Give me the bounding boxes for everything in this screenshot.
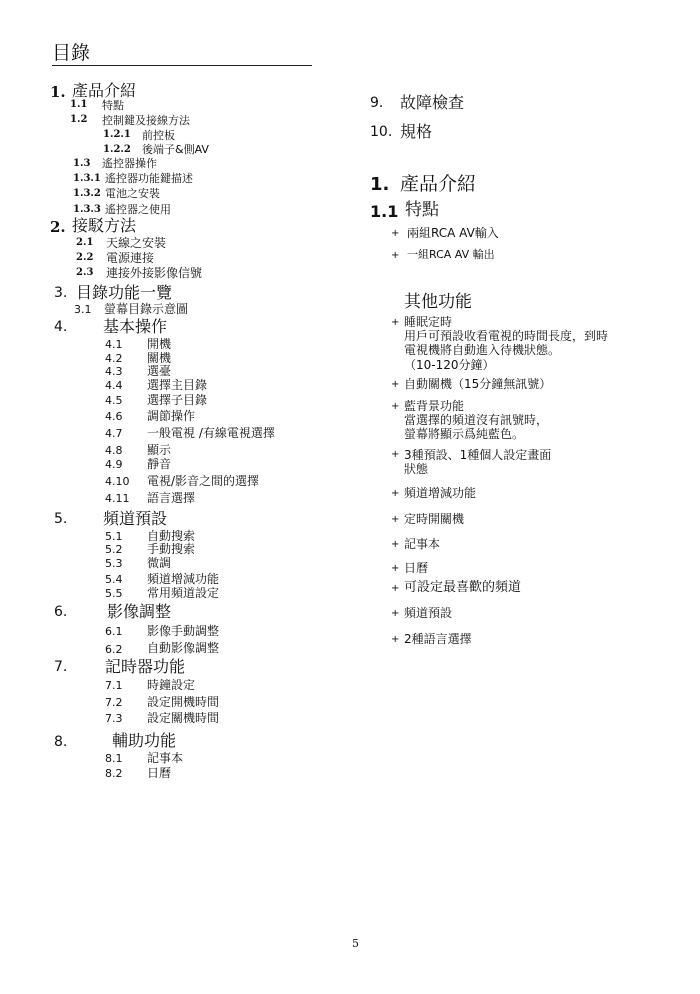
toc-item-number: 7.3 bbox=[105, 712, 123, 725]
toc-section-title: 記時器功能 bbox=[105, 657, 186, 676]
feature-item: 一組RCA AV 輸出 bbox=[407, 248, 495, 261]
toc-item-number: 2.2 bbox=[76, 252, 94, 263]
toc-item-label: 電源連接 bbox=[106, 251, 155, 265]
feature-description: 用戶可預設收看電視的時間長度，到時 bbox=[404, 329, 609, 343]
page-number: 5 bbox=[352, 937, 359, 950]
toc-item-number: 1.3.3 bbox=[73, 204, 101, 215]
toc-item-number: 4.1 bbox=[105, 338, 123, 351]
toc-item-number: 5.1 bbox=[105, 530, 123, 543]
feature-description: 電視機將自動進入待機狀態。 bbox=[404, 343, 561, 357]
bullet-icon: + bbox=[391, 488, 400, 499]
toc-item-label: 影像手動調整 bbox=[147, 624, 220, 638]
toc-section-title: 頻道預設 bbox=[103, 509, 168, 528]
toc-section-number: 8. bbox=[54, 734, 68, 750]
toc-section-title: 影像調整 bbox=[107, 602, 172, 621]
toc-item-number: 1.2 bbox=[70, 114, 88, 125]
toc-item-number: 6.2 bbox=[105, 643, 123, 656]
bullet-icon: + bbox=[391, 449, 400, 460]
toc-item-label: 後端子&側AV bbox=[142, 143, 209, 156]
toc-item-number: 4.6 bbox=[105, 410, 123, 423]
toc-item-label: 語言選擇 bbox=[147, 491, 196, 505]
intro-heading: 產品介紹 bbox=[400, 173, 477, 195]
toc-item-label: 遙控器操作 bbox=[102, 157, 157, 170]
toc-section-title: 故障檢查 bbox=[400, 93, 465, 112]
toc-item-number: 5.4 bbox=[105, 573, 123, 586]
features-heading: 特點 bbox=[405, 200, 439, 220]
bullet-icon: + bbox=[391, 317, 400, 328]
feature-item: 頻道增減功能 bbox=[404, 486, 477, 500]
feature-item: 頻道預設 bbox=[404, 606, 453, 620]
toc-section-title: 產品介紹 bbox=[72, 81, 137, 100]
toc-section-number: 6. bbox=[54, 604, 68, 620]
other-functions-heading: 其他功能 bbox=[404, 292, 472, 312]
toc-item-number: 7.1 bbox=[105, 679, 123, 692]
toc-item-number: 1.2.1 bbox=[103, 129, 131, 140]
toc-item-number: 4.11 bbox=[105, 492, 130, 505]
bullet-icon: + bbox=[391, 583, 400, 594]
feature-title: 藍背景功能 bbox=[404, 399, 465, 413]
toc-item-label: 靜音 bbox=[147, 457, 172, 471]
toc-item-number: 5.3 bbox=[105, 557, 123, 570]
toc-section-title: 目錄功能一覽 bbox=[76, 283, 173, 302]
feature-item: 記事本 bbox=[404, 537, 441, 551]
feature-description: 螢幕將顯示爲純藍色。 bbox=[404, 427, 525, 441]
toc-item-label: 記事本 bbox=[147, 751, 184, 765]
toc-item-label: 選臺 bbox=[147, 364, 172, 378]
toc-item-number: 4.4 bbox=[105, 379, 123, 392]
toc-item-label: 特點 bbox=[102, 99, 124, 112]
toc-item-label: 開機 bbox=[147, 337, 172, 351]
toc-item-number: 8.2 bbox=[105, 767, 123, 780]
toc-title: 目錄 bbox=[52, 42, 91, 64]
toc-item-label: 天線之安裝 bbox=[106, 236, 167, 250]
toc-item-number: 6.1 bbox=[105, 625, 123, 638]
toc-item-label: 日曆 bbox=[147, 766, 172, 780]
toc-item-label: 自動搜索 bbox=[147, 529, 196, 543]
toc-section-number: 2. bbox=[50, 218, 66, 236]
feature-description: 當選擇的頻道沒有訊號時， bbox=[404, 413, 549, 427]
toc-item-label: 自動影像調整 bbox=[147, 641, 220, 655]
toc-item-label: 選擇主目錄 bbox=[147, 378, 208, 392]
feature-item: 3種預設、1種個人設定畫面 bbox=[404, 448, 552, 462]
feature-item: 日曆 bbox=[404, 561, 429, 575]
bullet-icon: + bbox=[391, 379, 400, 390]
toc-item-label: 遙控器功能鍵描述 bbox=[105, 172, 193, 185]
toc-item-label: 設定開機時間 bbox=[147, 695, 220, 709]
toc-item-label: 顯示 bbox=[147, 443, 172, 457]
toc-item-label: 螢幕目錄示意圖 bbox=[104, 302, 189, 316]
toc-section-title: 基本操作 bbox=[103, 317, 168, 336]
toc-section-title: 輔助功能 bbox=[112, 731, 177, 750]
toc-item-label: 前控板 bbox=[142, 129, 175, 142]
features-heading-number: 1.1 bbox=[370, 202, 399, 221]
toc-item-number: 1.3 bbox=[73, 158, 91, 169]
toc-item-number: 1.1 bbox=[70, 99, 88, 110]
toc-item-number: 4.5 bbox=[105, 394, 123, 407]
toc-section-number: 10. bbox=[370, 124, 393, 140]
toc-section-number: 3. bbox=[54, 285, 68, 301]
toc-item-number: 1.3.2 bbox=[73, 188, 101, 199]
bullet-icon: + bbox=[391, 608, 400, 619]
toc-item-label: 手動搜索 bbox=[147, 542, 196, 556]
feature-item: 自動關機（15分鐘無訊號） bbox=[404, 377, 552, 391]
toc-item-number: 2.3 bbox=[76, 267, 94, 278]
toc-item-number: 4.7 bbox=[105, 427, 123, 440]
toc-item-label: 設定關機時間 bbox=[147, 711, 220, 725]
toc-section-number: 5. bbox=[54, 511, 68, 527]
toc-item-label: 頻道增減功能 bbox=[147, 572, 220, 586]
toc-item-label: 遙控器之使用 bbox=[105, 203, 171, 216]
toc-item-label: 電視/影音之間的選擇 bbox=[147, 474, 260, 488]
toc-item-label: 電池之安裝 bbox=[105, 187, 160, 200]
feature-item: 可設定最喜歡的頻道 bbox=[404, 580, 522, 595]
feature-description: （10-120分鐘） bbox=[404, 358, 495, 372]
toc-section-number: 7. bbox=[54, 659, 68, 675]
toc-section-number: 1. bbox=[50, 83, 66, 101]
toc-section-number: 9. bbox=[370, 95, 384, 111]
toc-item-label: 常用頻道設定 bbox=[147, 586, 220, 600]
feature-title: 睡眠定時 bbox=[404, 315, 453, 329]
intro-heading-number: 1. bbox=[370, 174, 390, 195]
bullet-icon: + bbox=[391, 228, 400, 239]
toc-section-title: 接駁方法 bbox=[72, 216, 137, 235]
toc-item-label: 時鐘設定 bbox=[147, 678, 196, 692]
feature-item: 兩組RCA AV輸入 bbox=[407, 226, 499, 240]
toc-item-label: 連接外接影像信號 bbox=[106, 266, 203, 280]
toc-item-number: 4.9 bbox=[105, 458, 123, 471]
toc-item-number: 8.1 bbox=[105, 752, 123, 765]
bullet-icon: + bbox=[391, 514, 400, 525]
toc-item-label: 控制鍵及接線方法 bbox=[102, 114, 190, 127]
title-underline bbox=[52, 65, 312, 66]
toc-item-number: 5.2 bbox=[105, 543, 123, 556]
bullet-icon: + bbox=[391, 250, 400, 261]
toc-section-number: 4. bbox=[54, 319, 68, 335]
toc-item-label: 調節操作 bbox=[147, 409, 196, 423]
toc-item-label: 關機 bbox=[147, 351, 172, 365]
feature-description: 狀態 bbox=[404, 462, 429, 476]
toc-item-label: 微調 bbox=[147, 556, 172, 570]
bullet-icon: + bbox=[391, 634, 400, 645]
toc-item-number: 4.3 bbox=[105, 365, 123, 378]
feature-item: 定時開關機 bbox=[404, 512, 465, 526]
bullet-icon: + bbox=[391, 401, 400, 412]
toc-section-title: 規格 bbox=[400, 122, 433, 141]
toc-item-number: 2.1 bbox=[76, 237, 94, 248]
toc-item-label: 選擇子目錄 bbox=[147, 393, 208, 407]
toc-item-label: 一般電視 /有線電視選擇 bbox=[147, 426, 275, 440]
toc-item-number: 1.3.1 bbox=[73, 173, 101, 184]
toc-item-number: 4.10 bbox=[105, 475, 130, 488]
toc-item-number: 4.8 bbox=[105, 444, 123, 457]
feature-item: 2種語言選擇 bbox=[404, 632, 472, 646]
toc-item-number: 7.2 bbox=[105, 696, 123, 709]
bullet-icon: + bbox=[391, 539, 400, 550]
toc-item-number: 5.5 bbox=[105, 587, 123, 600]
bullet-icon: + bbox=[391, 563, 400, 574]
toc-item-number: 1.2.2 bbox=[103, 144, 131, 155]
toc-item-number: 4.2 bbox=[105, 352, 123, 365]
toc-item-number: 3.1 bbox=[74, 303, 92, 316]
